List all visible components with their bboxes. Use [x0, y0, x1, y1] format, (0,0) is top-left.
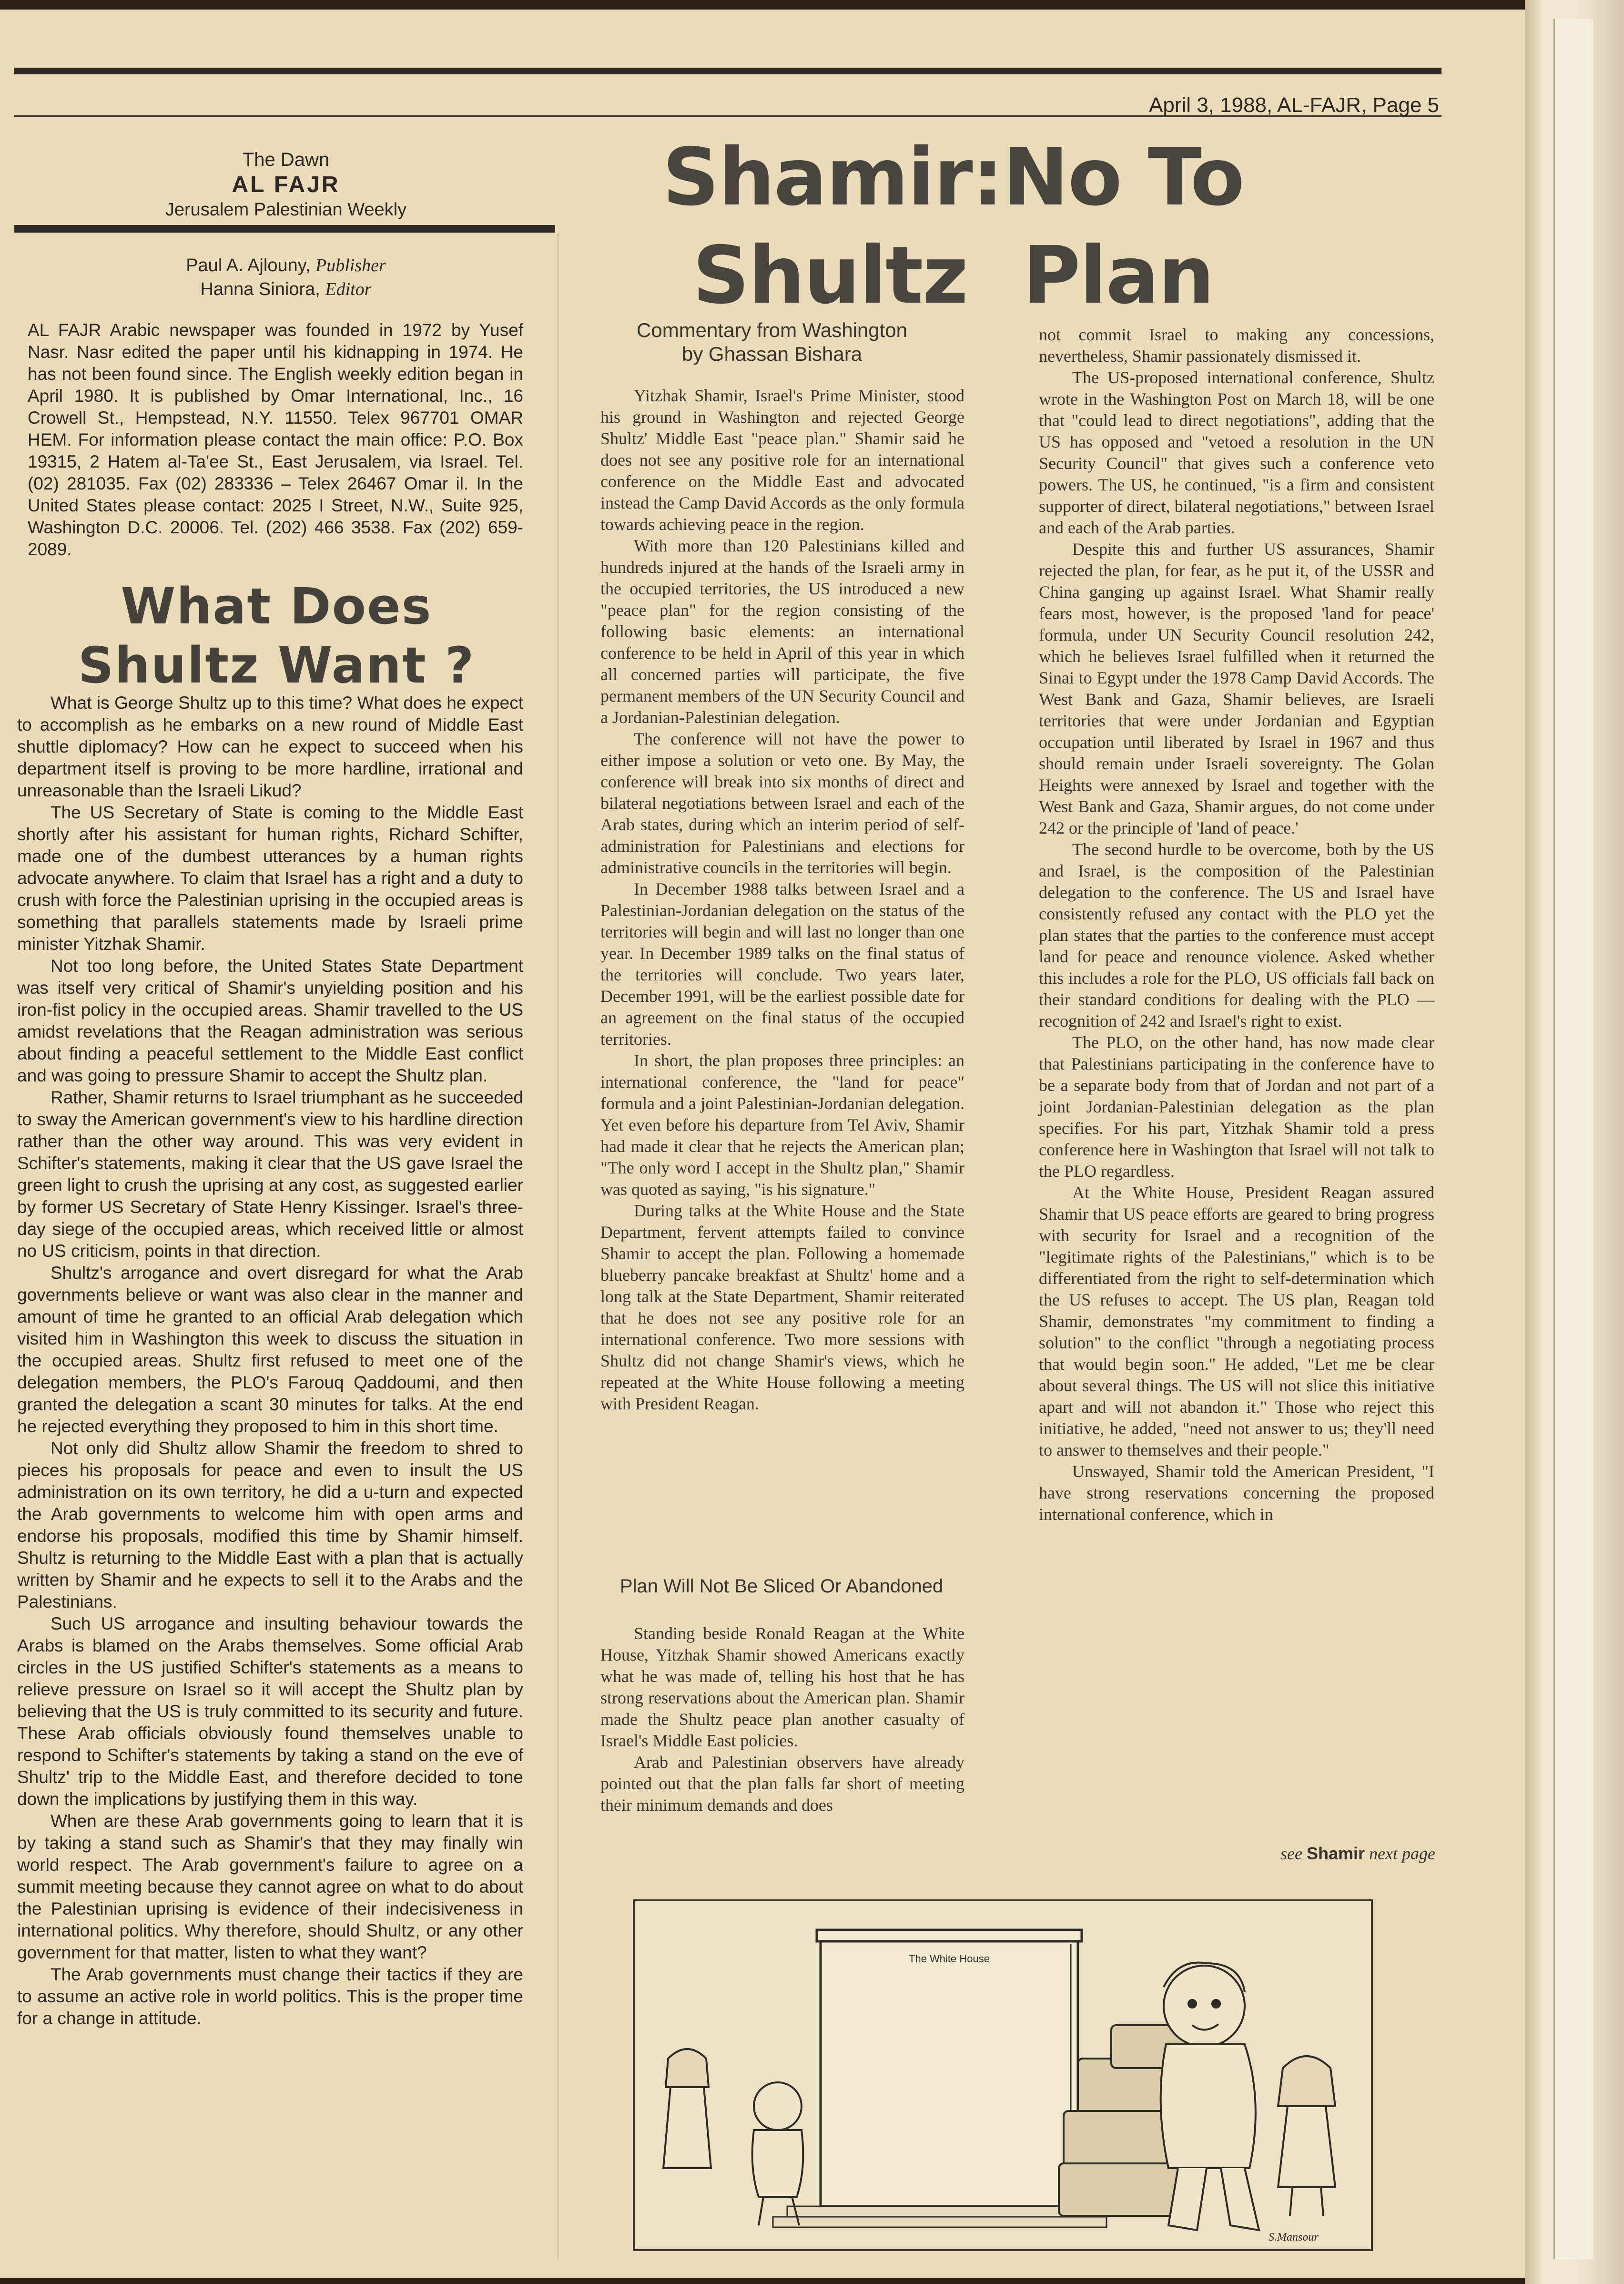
- commentary-paragraph: In December 1988 talks between Israel and a Palestinian-Jordanian delegation on the status of the territories will begin and will last no longer than one year. In December 1989 talks on the final status of the territories will conclude. Two years later, December 1991, will be the earliest possible date for an agreement on the final status of the occupied territories.: [600, 879, 964, 1049]
- cartoonist-signature: S.Mansour: [1269, 2231, 1319, 2243]
- commentary-paragraph: Despite this and further US assurances, Shamir rejected the plan, for fear, as he put it, of the USSR and China ganging up against Israel. What Shamir really fears most, however, is the proposed 'land for peace' formula, under UN Security Council resolution 242, which he believes Israel fulfilled when it returned the Sinai to Egypt under the 1978 Camp David Accords. The West Bank and Gaza, Shamir believes, are Israeli territories that were under Jordanian and Egyptian occupation until liberated by Israel in 1967 and thus should remain under Israeli sovereignty. The Golan Heights were annexed by Israel and together with the West Bank and Gaza, Shamir argues, do not come under 242 or the principle of 'land of peace.': [1039, 540, 1434, 837]
- editorial-paragraph: The Arab governments must change their tactics if they are to assume an active role in world politics. This is the proper time for a change in attitude.: [17, 1965, 523, 2028]
- commentary-headline-line1: Shamir:No To: [662, 132, 1244, 224]
- masthead-dawn: The Dawn: [242, 149, 330, 170]
- editor-credit: [48, 277, 524, 301]
- commentary-subhead: Plan Will Not Be Sliced Or Abandoned: [619, 1576, 944, 1597]
- commentary-column-1: [600, 385, 964, 1415]
- commentary-column-1-continued: [600, 1623, 964, 1816]
- see-suffix: next page: [1369, 1844, 1435, 1863]
- continued-reference: [1144, 1844, 1435, 1864]
- publisher-credit: [48, 254, 524, 277]
- commentary-paragraph: In short, the plan proposes three principles: an international conference, the "land for peace" formula and a joint Palestinian-Jordanian delegation. Yet even before his departure from Tel Aviv, Shamir had made it clear that he rejects the American plan; "The only word I accept in the Shultz plan," Shamir was quoted as saying, "is his signature.": [600, 1051, 964, 1199]
- editorial-paragraph: The US Secretary of State is coming to the Middle East shortly after his assistant for human rights, Richard Schifter, made one of the dumbest utterances by a human rights advocate anywhere. To claim that Israel has a right and a duty to crush with force the Palestinian uprising in the occupied areas is something that parallels statements made by Israeli prime minister Yitzhak Shamir.: [17, 803, 523, 954]
- editor-role: Editor: [325, 279, 372, 299]
- editorial-headline-line2: Shultz Want ?: [78, 636, 475, 694]
- commentary-paragraph: The US-proposed international conference, Shultz wrote in the Washington Post on March 18, will be one that "could lead to direct negotiations", adding that the US has opposed and "vetoed a resolution in the UN Security Council" that gives such a conference veto powers. The US, he continued, "is a firm and consistent supporter of direct, bilateral negotiations," between Israel and each of the Arab parties.: [1039, 368, 1434, 537]
- commentary-paragraph: During talks at the White House and the State Department, fervent attempts failed to convince Shamir to accept the plan. Following a homemade blueberry pancake breakfast at Shultz' home and a long talk at the State Department, Shamir reiterated that he does not see any positive role for an international conference. Two more sessions with Shultz did not change Shamir's views, which he repeated at the White House following a meeting with President Reagan.: [600, 1201, 964, 1413]
- commentary-headline: [572, 129, 1334, 325]
- commentary-paragraph: The second hurdle to be overcome, both by the US and Israel, is the composition of the Palestinian delegation to the conference. The US and Israel have consistently refused any contact with the PLO yet the plan states that the parties to the conference must accept land for peace and renounce violence. Asked whether this includes a role for the PLO, US officials fall back on their standard conditions for dealing with the PLO — recognition of 242 and Israel's right to exist.: [1039, 840, 1434, 1030]
- commentary-byline: [591, 318, 953, 366]
- commentary-paragraph: Yitzhak Shamir, Israel's Prime Minister, stood his ground in Washington and rejected George Shultz' Middle East "peace plan." Shamir said he does not see any positive role for an international conference on the Middle East and advocated instead the Camp David Accords as the only formula towards achieving peace in the region.: [600, 386, 964, 534]
- editorial-paragraph: Not too long before, the United States State Department was itself very critical of Shamir's unyielding position and his iron-fist policy in the occupied areas. Shamir travelled to the US amidst revelations that the Reagan administration was serious about finding a peaceful settlement to the Middle East conflict and was going to pressure Shamir to accept the Shultz plan.: [17, 956, 523, 1085]
- masthead-subtitle: Jerusalem Palestinian Weekly: [165, 200, 407, 220]
- political-cartoon: [633, 1899, 1373, 2251]
- commentary-paragraph: Standing beside Ronald Reagan at the White House, Yitzhak Shamir showed Americans exactly what he was made of, telling his host that he has strong reservations about the American plan. Shamir made the Shultz peace plan another casualty of Israel's Middle East policies.: [600, 1624, 964, 1750]
- editorial-paragraph: Such US arrogance and insulting behaviour towards the Arabs is blamed on the Arabs themselves. Some official Arab circles in the US justified Schifter's statements as a means to relieve pressure on Israel so it will accept the Shultz plan by believing that the US is truly committed to its security and future. These Arab officials obviously found themselves unable to respond to Schifter's statements by taking a stand on the eve of Shultz' trip to the Middle East, and therefore decided to tone down the implications by justifying them in this way.: [17, 1614, 523, 1809]
- publication-info: AL FAJR Arabic newspaper was founded in 1972 by Yusef Nasr. Nasr edited the paper until his kidnapping in 1974. He has not been found since. The English weekly edition began in April 1980. It is published by Omar International, Inc., 16 Crowell St., Hempstead, N.Y. 11550. Telex 967701 OMAR HEM. For information please contact the main office: P.O. Box 19315, 2 Hatem al-Ta'ee St., East Jerusalem, via Israel. Tel. (02) 281035. Fax (02) 283336 – Telex 26467 Omar il. In the United States please contact: 2025 I Street, N.W., Suite 925, Washington D.C. 20006. Tel. (202) 466 3538. Fax (202) 659-2089.: [28, 320, 523, 559]
- top-rule: [14, 68, 1441, 74]
- masthead: [48, 148, 524, 221]
- editorial-paragraph: Shultz's arrogance and overt disregard for what the Arab governments believe or want was also clear in the manner and amount of time he granted to an official Arab delegation which visited him in Washington this week to discuss the situation in the occupied areas. Shultz first refused to meet one of the delegation members, the PLO's Farouq Qaddoumi, and then granted the delegation a scant 30 minutes for talks. At the end he rejected everything they proposed to him in this short time.: [17, 1263, 523, 1436]
- editorial-body: [17, 692, 523, 2029]
- commentary-paragraph: Arab and Palestinian observers have already pointed out that the plan falls far short of meeting their minimum demands and does: [600, 1753, 964, 1815]
- editorial-headline-line1: What Does: [121, 577, 432, 635]
- white-house-label: The White House: [909, 1953, 990, 1965]
- newspaper-page: [0, 10, 1525, 2278]
- page-folio: April 3, 1988, AL-FAJR, Page 5: [1148, 93, 1439, 117]
- publisher-name: Paul A. Ajlouny,: [186, 255, 311, 275]
- editorial-headline: [29, 577, 524, 695]
- see-keyword: Shamir: [1307, 1844, 1365, 1863]
- page-stack: [1553, 19, 1593, 2259]
- editor-name: Hanna Siniora,: [200, 279, 320, 299]
- commentary-paragraph: At the White House, President Reagan assured Shamir that US peace efforts are geared to bring progress with security for Israel and a recognition of the "legitimate rights of the Palestinians," which is to be differentiated from the right to self-determination which the US refuses to accept. The US plan, Reagan told Shamir, demonstrates "my commitment to finding a solution" to the conflict "through a negotiating process that would begin soon." He added, "Let me be clear about several things. The US will not slice this initiative apart and will not abandon it." Those who reject this initiative, he added, "need not answer to us; they'll need to answer to themselves and their people.": [1039, 1183, 1434, 1459]
- commentary-paragraph: Unswayed, Shamir told the American President, "I have strong reservations concerning the proposed international conference, which in: [1039, 1462, 1434, 1524]
- commentary-paragraph: not commit Israel to making any concessions, nevertheless, Shamir passionately dismissed it.: [1039, 325, 1434, 366]
- editorial-paragraph: When are these Arab governments going to learn that it is by taking a stand such as Shamir's that they may finally win world respect. The Arab government's failure to agree on a summit meeting because they cannot agree on what to do about the Palestinian uprising is evidence of their indecisiveness in international politics. Why therefore, should Shultz, or any other government for that matter, listen to what they want?: [17, 1811, 523, 1962]
- commentary-column-2: [1039, 324, 1434, 1525]
- byline-line1: Commentary from Washington: [637, 319, 907, 341]
- editorial-paragraph: What is George Shultz up to this time? What does he expect to accomplish as he embarks on a new round of Middle East shuttle diplomacy? How can he expect to succeed when his department itself is proving to be more hardline, irrational and unreasonable than the Israeli Likud?: [17, 693, 523, 800]
- binding-edge: [1525, 0, 1624, 2284]
- commentary-paragraph: The conference will not have the power to either impose a solution or veto one. By May, the conference will break into six months of direct and bilateral negotiations between Israel and each of the Arab states, during which an interim period of self-administration for Palestinians and elections for administrative councils in the territories will begin.: [600, 729, 964, 877]
- masthead-rule: [14, 225, 555, 233]
- commentary-paragraph: With more than 120 Palestinians killed and hundreds injured at the hands of the Israeli army in the occupied territories, the US introduced a new "peace plan" for the region consisting of the following basic elements: an international conference to be held in April of this year in which all concerned parties will participate, the five permanent members of the UN Security Council and a Jordanian-Palestinian delegation.: [600, 536, 964, 727]
- commentary-paragraph: The PLO, on the other hand, has now made clear that Palestinians participating in the conference have to be a separate body from that of Jordan and not part of a joint Jordanian-Palestinian delegation as the plan specifies. For his part, Yitzhak Shamir told a press conference here in Washington that Israel will not talk to the PLO regardless.: [1039, 1033, 1434, 1181]
- see-prefix: see: [1280, 1844, 1303, 1863]
- editorial-paragraph: Not only did Shultz allow Shamir the freedom to shred to pieces his proposals for peace and even to insult the US administration on its own territory, he did a u-turn and expected the Arab governments to welcome him with open arms and endorse his proposals, modified this time by Shamir himself. Shultz is returning to the Middle East with a plan that is actually written by Shamir and he expects to sell it to the Arabs and the Palestinians.: [17, 1438, 523, 1611]
- cartoon-illustration: [635, 1901, 1371, 2249]
- staff-credits: [48, 254, 524, 301]
- commentary-headline-line2: Shultz Plan: [692, 230, 1214, 322]
- byline-author: by Ghassan Bishara: [681, 343, 863, 365]
- editorial-paragraph: Rather, Shamir returns to Israel triumphant as he succeeded to sway the American government's view to his hardline direction rather than the other way around. This was very evident in Schifter's statements, making it clear that the US gave Israel the green light to crush the uprising at any cost, as suggested earlier by former US Secretary of State Henry Kissinger. Israel's three-day siege of the occupied areas, which received little or almost no US criticism, points in that direction.: [17, 1088, 523, 1261]
- masthead-name: AL FAJR: [232, 172, 340, 197]
- publisher-role: Publisher: [315, 255, 386, 275]
